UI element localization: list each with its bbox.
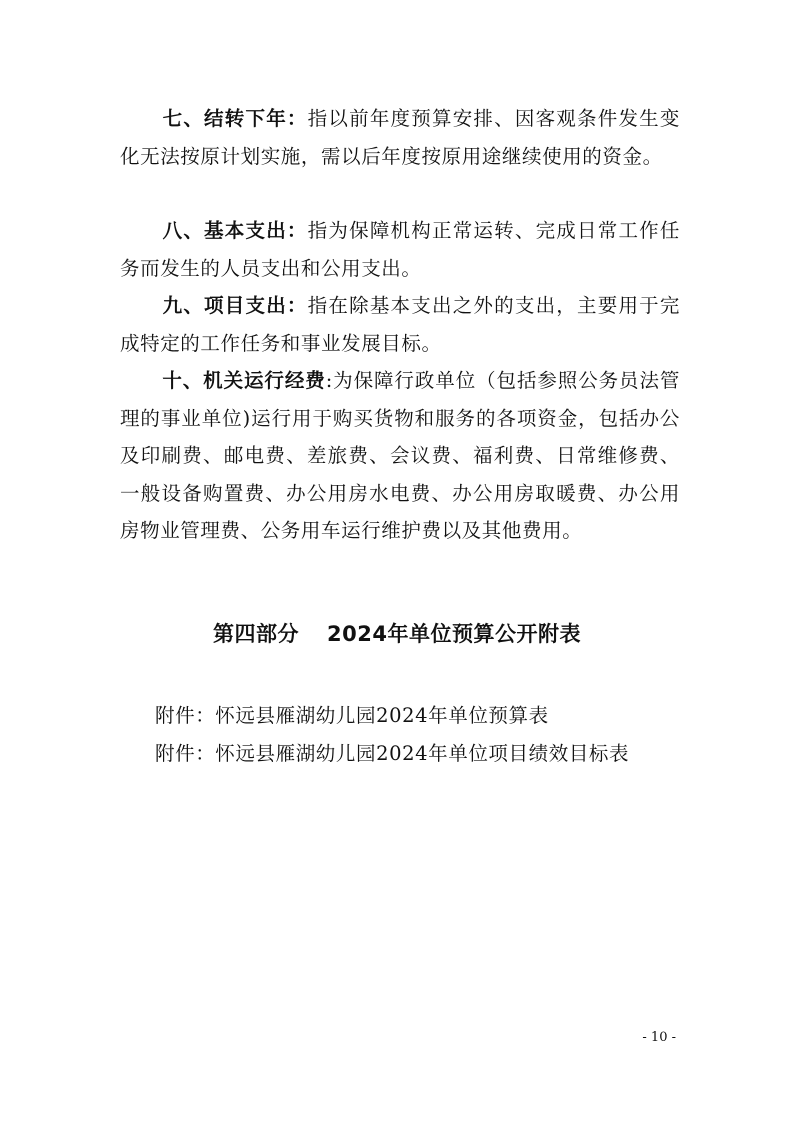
term-definition: 指在除基本支出之外的支出，主要用于完成特定的工作任务和事业发展目标。: [120, 294, 680, 355]
paragraph-operating-funds: [120, 362, 680, 550]
paragraph-basic-expenditure: [120, 212, 680, 287]
paragraph-project-expenditure: [120, 287, 680, 362]
term-label: 七、结转下年：: [162, 107, 308, 130]
term-label: 八、基本支出：: [162, 219, 308, 242]
section-name: 2024年单位预算公开附表: [327, 622, 581, 646]
attachment-item: 附件：怀远县雁湖幼儿园2024年单位预算表: [155, 704, 549, 727]
attachment-item: 附件：怀远县雁湖幼儿园2024年单位项目绩效目标表: [155, 742, 630, 765]
paragraph-carryover: [120, 100, 680, 175]
page-number: - 10 -: [642, 1030, 676, 1045]
term-definition: 指为保障机构正常运转、完成日常工作任务而发生的人员支出和公用支出。: [120, 219, 680, 280]
term-definition: :为保障行政单位（包括参照公务员法管理的事业单位)运行用于购买货物和服务的各项资金，包括办公及印刷费、邮电费、差旅费、会议费、福利费、日常维修费、一般设备购置费、办公用房水电费、办公用房取暖费、办公用房物业管理费、公务用车运行维护费以及其他费用。: [120, 369, 680, 542]
section-title: [0, 618, 794, 648]
term-label: 九、项目支出：: [162, 294, 308, 317]
term-definition: 指以前年度预算安排、因客观条件发生变化无法按原计划实施，需以后年度按原用途继续使用的资金。: [120, 107, 680, 168]
section-part: 第四部分: [213, 622, 300, 646]
term-label: 十、机关运行经费: [162, 369, 326, 392]
